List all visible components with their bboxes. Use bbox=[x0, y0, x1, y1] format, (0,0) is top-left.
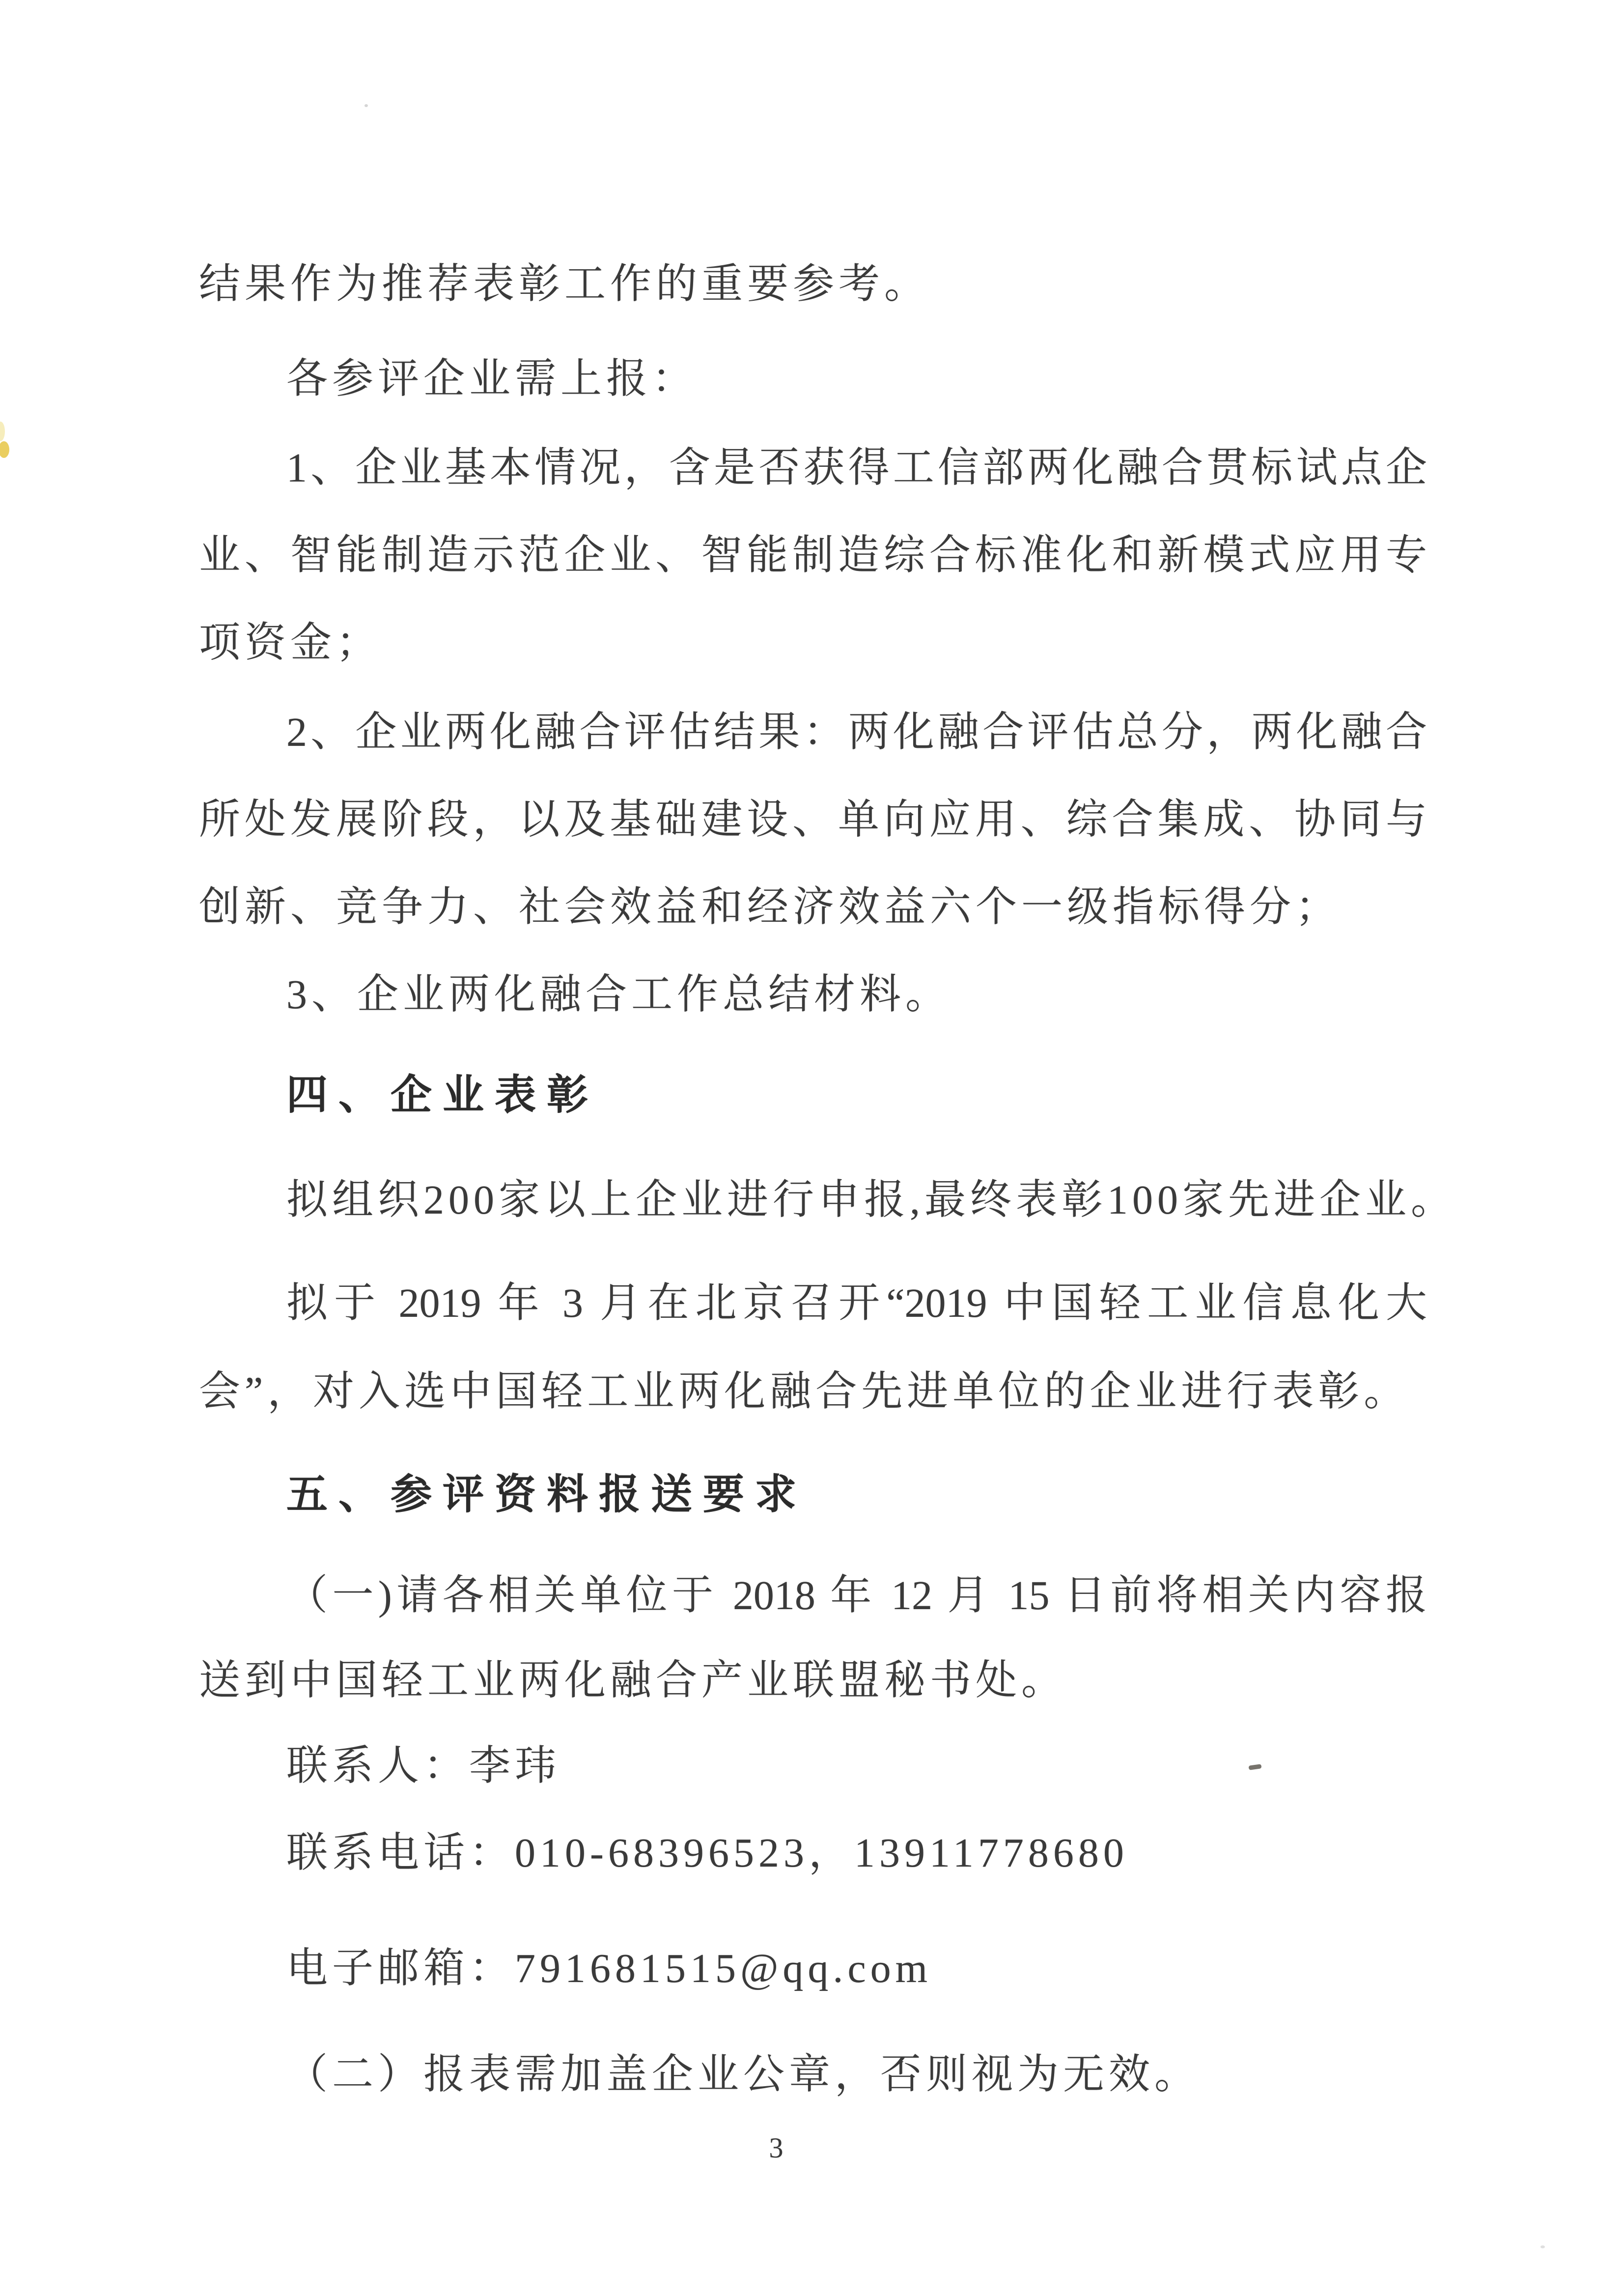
contact-phone-line: 联系电话：010-68396523，13911778680 bbox=[286, 1830, 1128, 1876]
scan-artifact-speck-bottom bbox=[1540, 2245, 1545, 2248]
scan-artifact-yellow-dot bbox=[0, 441, 9, 458]
item1-line1: 1、企业基本情况，含是否获得工信部两化融合贯标试点企 bbox=[286, 445, 1427, 491]
contact-email-line: 电子邮箱：791681515@qq.com bbox=[286, 1946, 932, 1991]
para-requirements-intro: 各参评企业需上报： bbox=[286, 356, 698, 402]
scan-artifact-yellow-smudge bbox=[0, 422, 5, 441]
section4-heading: 四、企业表彰 bbox=[286, 1073, 599, 1118]
item2-line2: 所处发展阶段，以及基础建设、单向应用、综合集成、协同与 bbox=[199, 797, 1427, 843]
contact-person-line: 联系人：李玮 bbox=[286, 1743, 561, 1789]
para-conference-line2: 会”，对入选中国轻工业两化融合先进单位的企业进行表彰。 bbox=[199, 1369, 1410, 1415]
item1-line2: 业、智能制造示范企业、智能制造综合标准化和新模式应用专 bbox=[199, 533, 1427, 578]
para-conclusion-line: 结果作为推荐表彰工作的重要参考。 bbox=[199, 261, 930, 307]
scan-artifact-speck-top bbox=[364, 104, 368, 107]
item2-line3: 创新、竞争力、社会效益和经济效益六个一级指标得分； bbox=[199, 884, 1342, 930]
para-deadline-line1: （一)请各相关单位于 2018 年 12 月 15 日前将相关内容报 bbox=[286, 1573, 1427, 1618]
page-number: 3 bbox=[769, 2132, 784, 2164]
section5-heading: 五、参评资料报送要求 bbox=[286, 1472, 808, 1518]
para-seal-line: （二）报表需加盖企业公章，否则视为无效。 bbox=[286, 2052, 1201, 2098]
para-deadline-line2: 送到中国轻工业两化融合产业联盟秘书处。 bbox=[199, 1658, 1067, 1703]
item1-line3: 项资金； bbox=[199, 620, 382, 666]
item3-line: 3、企业两化融合工作总结材料。 bbox=[286, 972, 951, 1018]
item2-line1: 2、企业两化融合评估结果：两化融合评估总分，两化融合 bbox=[286, 709, 1427, 755]
para-application-line: 拟组织200家以上企业进行申报,最终表彰100家先进企业。 bbox=[286, 1177, 1457, 1223]
para-conference-line1: 拟于 2019 年 3 月在北京召开“2019 中国轻工业信息化大 bbox=[286, 1280, 1427, 1326]
